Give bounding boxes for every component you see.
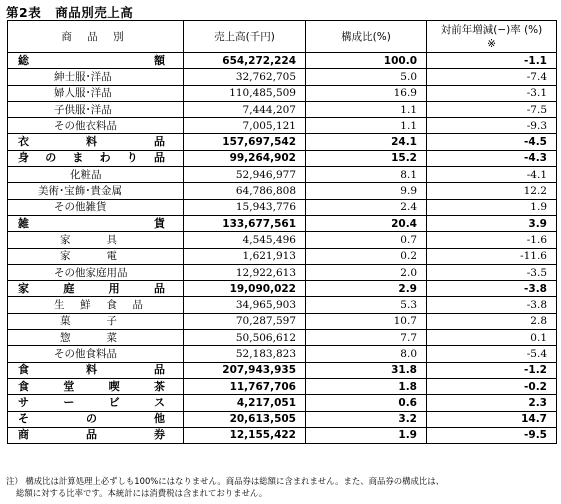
table-title xyxy=(6,3,133,21)
table-row xyxy=(8,118,557,134)
sales-cell: 99,264,902 xyxy=(184,150,306,166)
table-row xyxy=(8,395,557,411)
sales-cell: 70,287,597 xyxy=(184,313,306,329)
product-name-cell: その他雑貨 xyxy=(8,199,184,215)
change-cell: -4.3 xyxy=(427,150,557,166)
product-name-cell: サ ー ビ ス xyxy=(8,395,184,411)
change-cell: -4.5 xyxy=(427,134,557,150)
table-row xyxy=(8,101,557,117)
table-body xyxy=(8,53,557,444)
table-number: 第2表 xyxy=(6,5,42,20)
sales-cell: 7,444,207 xyxy=(184,101,306,117)
table-row xyxy=(8,167,557,183)
footnote xyxy=(6,475,444,499)
header-share: 構成比(%) xyxy=(306,21,427,53)
product-name-cell: 婦人服･洋品 xyxy=(8,85,184,101)
table-row xyxy=(8,297,557,313)
share-cell: 2.9 xyxy=(306,281,427,297)
change-cell: -5.4 xyxy=(427,346,557,362)
share-cell: 24.1 xyxy=(306,134,427,150)
sales-cell: 52,946,977 xyxy=(184,167,306,183)
sales-cell: 52,183,823 xyxy=(184,346,306,362)
sales-cell: 11,767,706 xyxy=(184,378,306,394)
change-cell: -0.2 xyxy=(427,378,557,394)
share-cell: 5.3 xyxy=(306,297,427,313)
share-cell: 20.4 xyxy=(306,215,427,231)
product-name-cell: 家 電 xyxy=(8,248,184,264)
table-row xyxy=(8,411,557,427)
sales-cell: 15,943,776 xyxy=(184,199,306,215)
table-row xyxy=(8,215,557,231)
table-row xyxy=(8,362,557,378)
change-cell: -3.8 xyxy=(427,281,557,297)
product-name-cell: 食 料 品 xyxy=(8,362,184,378)
share-cell: 16.9 xyxy=(306,85,427,101)
share-cell: 8.1 xyxy=(306,167,427,183)
change-cell: -3.8 xyxy=(427,297,557,313)
sales-cell: 207,943,935 xyxy=(184,362,306,378)
table-row xyxy=(8,346,557,362)
change-cell: -11.6 xyxy=(427,248,557,264)
change-cell: -3.1 xyxy=(427,85,557,101)
change-cell: 2.3 xyxy=(427,395,557,411)
sales-cell: 4,545,496 xyxy=(184,232,306,248)
product-name-cell: 菓 子 xyxy=(8,313,184,329)
change-cell: -1.1 xyxy=(427,53,557,69)
change-cell: -9.5 xyxy=(427,427,557,443)
header-row xyxy=(8,21,557,53)
share-cell: 10.7 xyxy=(306,313,427,329)
product-name-cell: 美術･宝飾･貴金属 xyxy=(8,183,184,199)
share-cell: 0.6 xyxy=(306,395,427,411)
sales-cell: 20,613,505 xyxy=(184,411,306,427)
product-name-cell: 衣 料 品 xyxy=(8,134,184,150)
change-cell: -1.2 xyxy=(427,362,557,378)
share-cell: 100.0 xyxy=(306,53,427,69)
change-cell: -3.5 xyxy=(427,264,557,280)
sales-cell: 34,965,903 xyxy=(184,297,306,313)
product-name-cell: 家 庭 用 品 xyxy=(8,281,184,297)
header-change xyxy=(427,21,557,53)
footnote-line-2: 総額に対する比率です。本統計には消費税は含まれておりません。 xyxy=(16,488,268,498)
change-cell: 0.1 xyxy=(427,330,557,346)
table-row xyxy=(8,85,557,101)
share-cell: 1.9 xyxy=(306,427,427,443)
product-name-cell: そ の 他 xyxy=(8,411,184,427)
change-cell: 1.9 xyxy=(427,199,557,215)
share-cell: 5.0 xyxy=(306,69,427,85)
share-cell: 1.1 xyxy=(306,101,427,117)
change-cell: 12.2 xyxy=(427,183,557,199)
product-name-cell: その他食料品 xyxy=(8,346,184,362)
sales-cell: 654,272,224 xyxy=(184,53,306,69)
change-cell: 3.9 xyxy=(427,215,557,231)
share-cell: 15.2 xyxy=(306,150,427,166)
table-row xyxy=(8,281,557,297)
change-cell: -1.6 xyxy=(427,232,557,248)
share-cell: 2.4 xyxy=(306,199,427,215)
product-name-cell: 商 品 券 xyxy=(8,427,184,443)
share-cell: 31.8 xyxy=(306,362,427,378)
table-row xyxy=(8,264,557,280)
product-name-cell: その他衣料品 xyxy=(8,118,184,134)
share-cell: 1.8 xyxy=(306,378,427,394)
share-cell: 2.0 xyxy=(306,264,427,280)
footnote-line-1: 注） 構成比は計算処理上必ずしも100%にはなりません。商品券は総額に含まれません。また、商品券の構成比は、 xyxy=(6,476,444,486)
product-name-cell: 化粧品 xyxy=(8,167,184,183)
sales-cell: 19,090,022 xyxy=(184,281,306,297)
sales-cell: 7,005,121 xyxy=(184,118,306,134)
table-row xyxy=(8,150,557,166)
share-cell: 8.0 xyxy=(306,346,427,362)
change-cell: -7.4 xyxy=(427,69,557,85)
header-change-label: 対前年増減(−)率 (%) xyxy=(440,23,543,36)
share-cell: 7.7 xyxy=(306,330,427,346)
product-name-cell: 雑 貨 xyxy=(8,215,184,231)
share-cell: 0.2 xyxy=(306,248,427,264)
table-row xyxy=(8,427,557,443)
sales-cell: 32,762,705 xyxy=(184,69,306,85)
share-cell: 0.7 xyxy=(306,232,427,248)
sales-cell: 50,506,612 xyxy=(184,330,306,346)
table-row xyxy=(8,330,557,346)
sales-cell: 12,922,613 xyxy=(184,264,306,280)
sales-cell: 110,485,509 xyxy=(184,85,306,101)
change-cell: -9.3 xyxy=(427,118,557,134)
product-name-cell: その他家庭用品 xyxy=(8,264,184,280)
change-cell: -7.5 xyxy=(427,101,557,117)
change-cell: 14.7 xyxy=(427,411,557,427)
header-product: 商 品 別 xyxy=(8,21,184,53)
table-row xyxy=(8,53,557,69)
sales-cell: 4,217,051 xyxy=(184,395,306,411)
sales-cell: 64,786,808 xyxy=(184,183,306,199)
table-row xyxy=(8,134,557,150)
sales-cell: 1,621,913 xyxy=(184,248,306,264)
table-row xyxy=(8,183,557,199)
product-name-cell: 総 額 xyxy=(8,53,184,69)
table-row xyxy=(8,199,557,215)
table-row xyxy=(8,69,557,85)
product-name-cell: 食 堂 喫 茶 xyxy=(8,378,184,394)
sales-cell: 133,677,561 xyxy=(184,215,306,231)
product-name-cell: 紳士服･洋品 xyxy=(8,69,184,85)
sales-cell: 157,697,542 xyxy=(184,134,306,150)
table-caption: 商品別売上高 xyxy=(55,5,134,20)
product-name-cell: 身のまわり品 xyxy=(8,150,184,166)
share-cell: 1.1 xyxy=(306,118,427,134)
change-cell: 2.8 xyxy=(427,313,557,329)
table-row xyxy=(8,232,557,248)
product-name-cell: 子供服･洋品 xyxy=(8,101,184,117)
product-name-cell: 惣 菜 xyxy=(8,330,184,346)
table-row xyxy=(8,313,557,329)
sales-by-product-table xyxy=(7,20,557,444)
table-row xyxy=(8,378,557,394)
header-change-mark: ※ xyxy=(487,37,496,50)
change-cell: -4.1 xyxy=(427,167,557,183)
header-sales: 売上高(千円) xyxy=(184,21,306,53)
share-cell: 3.2 xyxy=(306,411,427,427)
product-name-cell: 家 具 xyxy=(8,232,184,248)
table-row xyxy=(8,248,557,264)
share-cell: 9.9 xyxy=(306,183,427,199)
product-name-cell: 生 鮮 食 品 xyxy=(8,297,184,313)
sales-cell: 12,155,422 xyxy=(184,427,306,443)
